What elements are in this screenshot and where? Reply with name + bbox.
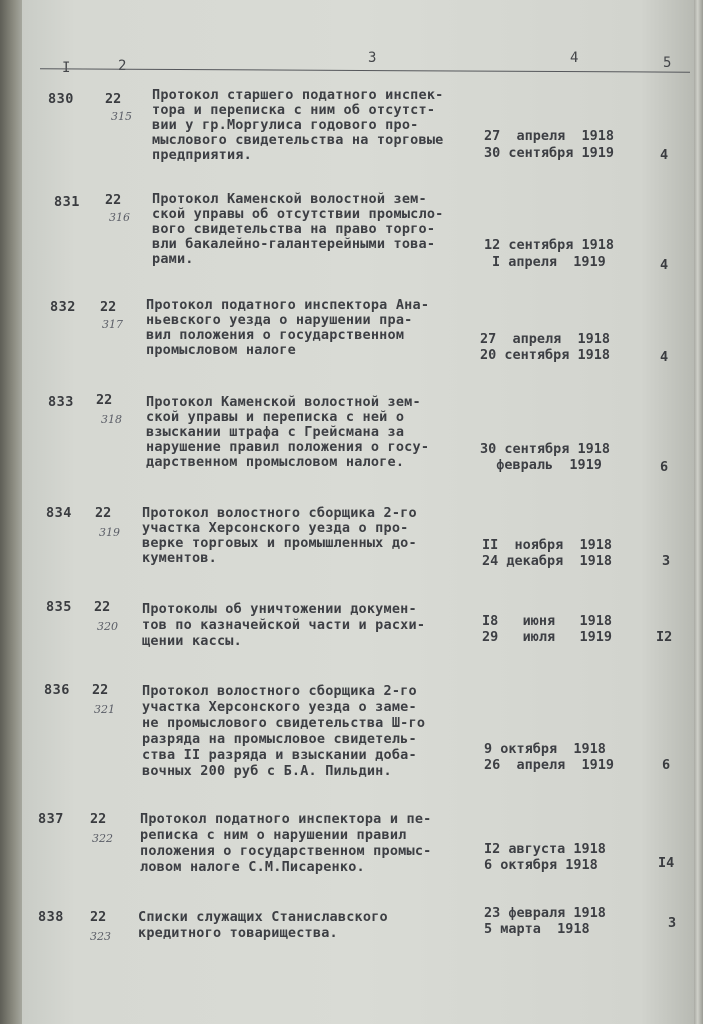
leaf-count: 4 <box>660 147 669 163</box>
description-line: Списки служащих Станиславского <box>138 909 388 925</box>
archive-page <box>22 0 694 1024</box>
date-start: 23 февраля 1918 <box>484 905 606 921</box>
date-start: I2 августа 1918 <box>484 841 606 857</box>
description-line: щении кассы. <box>142 633 242 649</box>
date-end: февраль 1919 <box>480 457 602 473</box>
date-start: I8 июня 1918 <box>482 613 613 629</box>
description-line: Протокол старшего податного инспек- <box>152 87 444 103</box>
box-number: 22 <box>92 682 109 698</box>
handwritten-number: 319 <box>99 526 120 539</box>
date-end: 30 сентября 1919 <box>484 145 615 161</box>
handwritten-number: 320 <box>97 620 118 633</box>
date-end: 29 июля 1919 <box>482 629 613 645</box>
description-line: ской управы об отсутствии промысло- <box>152 206 444 222</box>
description-line: промысловом налоге <box>146 342 296 358</box>
description-line: Протокол податного инспектора Ана- <box>146 297 430 313</box>
description-line: вил положения о государственном <box>146 327 405 343</box>
page-edge <box>694 0 703 1024</box>
description-line: участка Херсонского уезда о заме- <box>142 699 417 715</box>
box-number: 22 <box>96 392 113 408</box>
date-start: 9 октября 1918 <box>484 741 606 757</box>
description-line: кументов. <box>142 550 217 566</box>
description-line: взыскании штрафа с Грейсмана за <box>146 424 405 440</box>
header-col-2: 2 <box>118 58 127 74</box>
entry-number: 834 <box>46 505 72 521</box>
date-start: 30 сентября 1918 <box>480 441 611 457</box>
description-line: Протокол волостного сборщика 2-го <box>142 505 417 521</box>
header-col-3: 3 <box>368 50 377 66</box>
date-start: 27 апреля 1918 <box>484 128 615 144</box>
handwritten-number: 323 <box>90 930 111 943</box>
description-line: верке торговых и промышленных до- <box>142 535 417 551</box>
binding-shadow <box>0 0 22 1024</box>
date-end: 24 декабря 1918 <box>482 553 613 569</box>
leaf-count: 4 <box>660 257 669 273</box>
description-line: ства II разряда и взыскании доба- <box>142 747 417 763</box>
description-line: реписка с ним о нарушении правил <box>140 827 407 843</box>
leaf-count: 3 <box>662 553 671 569</box>
leaf-count: I2 <box>656 629 673 645</box>
handwritten-number: 318 <box>101 413 122 426</box>
date-start: 12 сентября 1918 <box>484 237 615 253</box>
box-number: 22 <box>90 909 107 925</box>
entry-number: 833 <box>48 394 74 410</box>
handwritten-number: 317 <box>102 318 123 331</box>
box-number: 22 <box>105 91 122 107</box>
description-line: предприятия. <box>152 147 252 163</box>
description-line: тов по казначейской части и расхи- <box>142 617 426 633</box>
entry-number: 836 <box>44 682 70 698</box>
leaf-count: 4 <box>660 349 669 365</box>
description-line: вого свидетельства на право торго- <box>152 221 436 237</box>
leaf-count: 6 <box>662 757 671 773</box>
description-line: Протоколы об уничтожении докумен- <box>142 601 417 617</box>
entry-number: 830 <box>48 91 74 107</box>
description-line: вии у гр.Моргулиса годового про- <box>152 117 419 133</box>
date-end: 5 марта 1918 <box>484 921 590 937</box>
description-line: Протокол Каменской волостной зем- <box>152 191 427 207</box>
header-col-5: 5 <box>663 55 672 71</box>
description-line: разряда на промысловое свидетель- <box>142 731 417 747</box>
description-line: Протокол Каменской волостной зем- <box>146 394 421 410</box>
description-line: мыслового свидетельства на торговые <box>152 132 444 148</box>
description-line: не промыслового свидетельства Ш-го <box>142 715 426 731</box>
description-line: вли бакалейно-галантерейными това- <box>152 236 436 252</box>
entry-number: 837 <box>38 811 64 827</box>
date-end: I апреля 1919 <box>492 254 606 270</box>
description-line: положения о государственном промыс- <box>140 843 432 859</box>
description-line: тора и переписка с ним об отсутст- <box>152 102 436 118</box>
handwritten-number: 315 <box>111 110 132 123</box>
description-line: вочных 200 руб с Б.А. Пильдин. <box>142 763 392 779</box>
box-number: 22 <box>100 299 117 315</box>
header-col-4: 4 <box>570 50 579 66</box>
entry-number: 831 <box>54 194 80 210</box>
description-line: рами. <box>152 251 194 267</box>
box-number: 22 <box>105 192 122 208</box>
leaf-count: 6 <box>660 459 669 475</box>
description-line: дарственном промысловом налоге. <box>146 454 405 470</box>
date-end: 20 сентября 1918 <box>480 347 611 363</box>
date-start: 27 апреля 1918 <box>480 331 611 347</box>
description-line: кредитного товарищества. <box>138 925 338 941</box>
description-line: участка Херсонского уезда о про- <box>142 520 409 536</box>
box-number: 22 <box>95 505 112 521</box>
description-line: нарушение правил положения о госу- <box>146 439 430 455</box>
date-end: 6 октября 1918 <box>484 857 598 873</box>
handwritten-number: 322 <box>92 832 113 845</box>
leaf-count: I4 <box>658 855 675 871</box>
date-end: 26 апреля 1919 <box>484 757 615 773</box>
description-line: Протокол волостного сборщика 2-го <box>142 683 417 699</box>
handwritten-number: 321 <box>94 703 115 716</box>
description-line: ской управы и переписка с ней о <box>146 409 405 425</box>
description-line: ловом налоге С.М.Писаренко. <box>140 859 365 875</box>
box-number: 22 <box>94 599 111 615</box>
entry-number: 838 <box>38 909 64 925</box>
description-line: Протокол податного инспектора и пе- <box>140 811 432 827</box>
entry-number: 832 <box>50 299 76 315</box>
box-number: 22 <box>90 811 107 827</box>
header-rule <box>40 68 690 72</box>
leaf-count: 3 <box>668 915 677 931</box>
entry-number: 835 <box>46 599 72 615</box>
description-line: ньевского уезда о нарушении пра- <box>146 312 413 328</box>
handwritten-number: 316 <box>109 211 130 224</box>
date-start: II ноября 1918 <box>482 537 613 553</box>
